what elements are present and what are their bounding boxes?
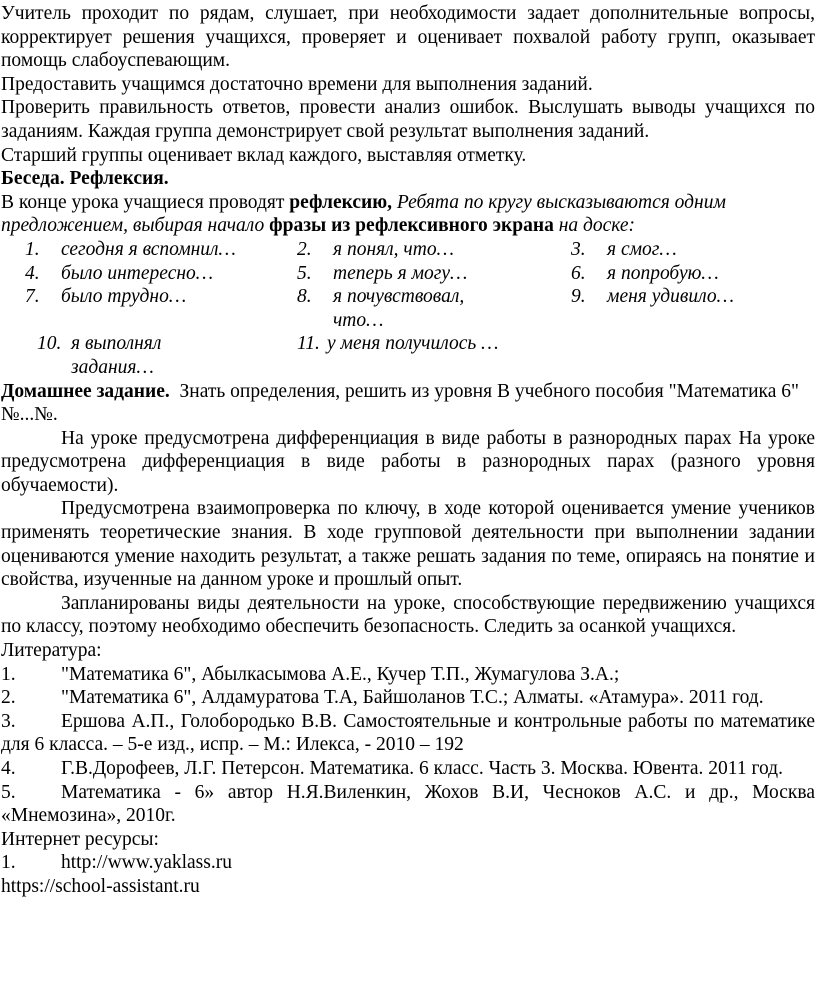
literature-item-number: 1. xyxy=(1,663,16,685)
paragraph-group-leader: Старший группы оценивает вклад каждого, выставляя отметку. xyxy=(1,144,527,166)
reflection-phrase-number: 10. xyxy=(37,333,62,355)
reflection-phrase xyxy=(1,238,273,262)
homework xyxy=(1,380,815,427)
internet-item xyxy=(1,851,815,875)
reflection-phrase-number: 11. xyxy=(297,333,320,355)
literature-item-text: "Математика 6", Абылкасымова А.Е., Кучер Т.П., Жумагулова З.А.; xyxy=(61,663,620,685)
reflection-phrase-number: 9. xyxy=(571,286,586,308)
internet-heading: Интернет ресурсы: xyxy=(1,828,159,850)
literature-item xyxy=(1,781,815,828)
reflection-phrase-text: меня удивило… xyxy=(607,286,734,308)
reflection-phrase xyxy=(1,285,273,332)
homework-text: Знать определения, решить из уровня В учебного пособия "Математика 6" №...№. xyxy=(1,380,804,426)
literature-item xyxy=(1,710,815,757)
reflection-intro-italic: Ребята по кругу высказываются одним предложением, выбирая начало xyxy=(1,191,726,237)
internet-item-number: 1. xyxy=(1,852,16,874)
reflection-phrase xyxy=(1,262,273,286)
literature-item-text: Математика - 6» автор Н.Я.Виленкин, Жохов В.И, Чесноков А.С. и др., Москва «Мнемозина», 2010г. xyxy=(1,781,815,827)
reflection-phrase-number: 1. xyxy=(25,238,40,260)
reflection-phrase-number: 4. xyxy=(25,262,40,284)
literature-item xyxy=(1,663,815,687)
reflection-phrase-empty xyxy=(547,332,816,379)
literature-item-number: 5. xyxy=(1,781,16,803)
paragraph-time: Предоставить учащимся достаточно времени для выполнения заданий. xyxy=(1,73,593,95)
paragraph-safety: Запланированы виды деятельности на уроке, способствующие передвижению учащихся по классу, поэтому необходимо обеспечить безопасность. Следить за осанкой учащихся. xyxy=(1,592,815,638)
reflection-phrase xyxy=(273,262,547,286)
internet-link-yaklass[interactable]: http://www.yaklass.ru xyxy=(61,852,232,874)
reflection-phrase xyxy=(273,238,547,262)
reflection-phrase-number: 7. xyxy=(25,286,40,308)
reflection-phrase xyxy=(273,332,547,379)
literature-item-text: Г.В.Дорофеев, Л.Г. Петерсон. Математика. 6 класс. Часть 3. Москва. Ювента. 2011 год. xyxy=(61,758,783,779)
reflection-phrase-number: 8. xyxy=(297,286,312,308)
reflection-phrase-text: я почувствовал, что… xyxy=(333,286,465,331)
literature-item-text: "Математика 6", Алдамуратова Т.А, Байшоланов Т.С.; Алматы. «Атамура». 2011 год. xyxy=(61,687,764,709)
literature-heading: Литература: xyxy=(1,640,102,662)
reflection-phrases-grid xyxy=(1,238,815,380)
reflection-phrase xyxy=(273,285,547,332)
reflection-phrase-text: я выполнял задания… xyxy=(71,333,162,378)
reflection-phrase xyxy=(547,285,816,332)
literature-item-text: Ершова А.П., Голобородько В.В. Самостоятельные и контрольные работы по математике для 6 класса. – 5-е изд., испр. – М.: Илекса, - 2010 – 192 xyxy=(1,710,815,756)
reflection-phrase-number: 5. xyxy=(297,262,312,284)
reflection-intro xyxy=(1,191,815,238)
reflection-phrase-text: сегодня я вспомнил… xyxy=(61,238,236,260)
reflection-phrase-text: было интересно… xyxy=(61,262,214,284)
reflection-intro-bold-2: фразы из рефлексивного экрана xyxy=(269,215,554,237)
reflection-intro-text: В конце урока учащиеся проводят xyxy=(1,191,290,213)
reflection-intro-bold: рефлексию, xyxy=(289,191,393,213)
reflection-phrase-number: 6. xyxy=(571,262,586,284)
paragraph-differentiation: На уроке предусмотрена дифференциация в виде работы в разнородных парах На уроке предусмотрена дифференциация в виде работы в разнородных парах (разного уровня обучаемости). xyxy=(1,427,815,496)
literature-item xyxy=(1,686,815,710)
homework-label: Домашнее задание. xyxy=(1,380,170,402)
reflection-phrase-text: у меня получилось … xyxy=(327,333,499,355)
internet-link-school-assistant[interactable]: https://school-assistant.ru xyxy=(1,875,200,897)
paragraph-peer-check: Предусмотрена взаимопроверка по ключу, в ходе которой оценивается умение учеников применять теоретические знания. В ходе групповой деятельности при выполнении задании оцениваются умение находить результат, а также решать задания по теме, опираясь на понятие и свойства, изученные на данном уроке и прошлый опыт. xyxy=(1,498,815,591)
literature-item-number: 3. xyxy=(1,710,16,732)
reflection-phrase-number: 3. xyxy=(571,238,586,260)
reflection-phrase-text: я попробую… xyxy=(607,262,719,284)
paragraph-check-answers: Проверить правильность ответов, провести анализ ошибок. Выслушать выводы учащихся по заданиям. Каждая группа демонстрирует свой результат выполнения заданий. xyxy=(1,97,815,142)
literature-item-number: 2. xyxy=(1,687,16,709)
reflection-heading: Беседа. Рефлексия. xyxy=(1,168,169,190)
reflection-phrase-text: я понял, что… xyxy=(333,238,454,260)
reflection-phrase-text: теперь я могу… xyxy=(333,262,468,284)
literature-list xyxy=(1,663,815,828)
literature-item xyxy=(1,757,815,781)
reflection-phrase xyxy=(1,332,273,379)
literature-item-number: 4. xyxy=(1,758,16,779)
reflection-phrase-text: я смог… xyxy=(607,238,677,260)
reflection-intro-italic-2: на доске: xyxy=(553,215,636,237)
reflection-phrase xyxy=(547,238,816,262)
paragraph-teacher-actions: Учитель проходит по рядам, слушает, при необходимости задает дополнительные вопросы, корректирует решения учащихся, проверяет и оценивает похвалой работу групп, оказывает помощь слабоуспевающим. xyxy=(1,3,815,72)
reflection-phrase-text: было трудно… xyxy=(61,286,187,308)
reflection-phrase-number: 2. xyxy=(297,238,312,260)
reflection-phrase xyxy=(547,262,816,286)
